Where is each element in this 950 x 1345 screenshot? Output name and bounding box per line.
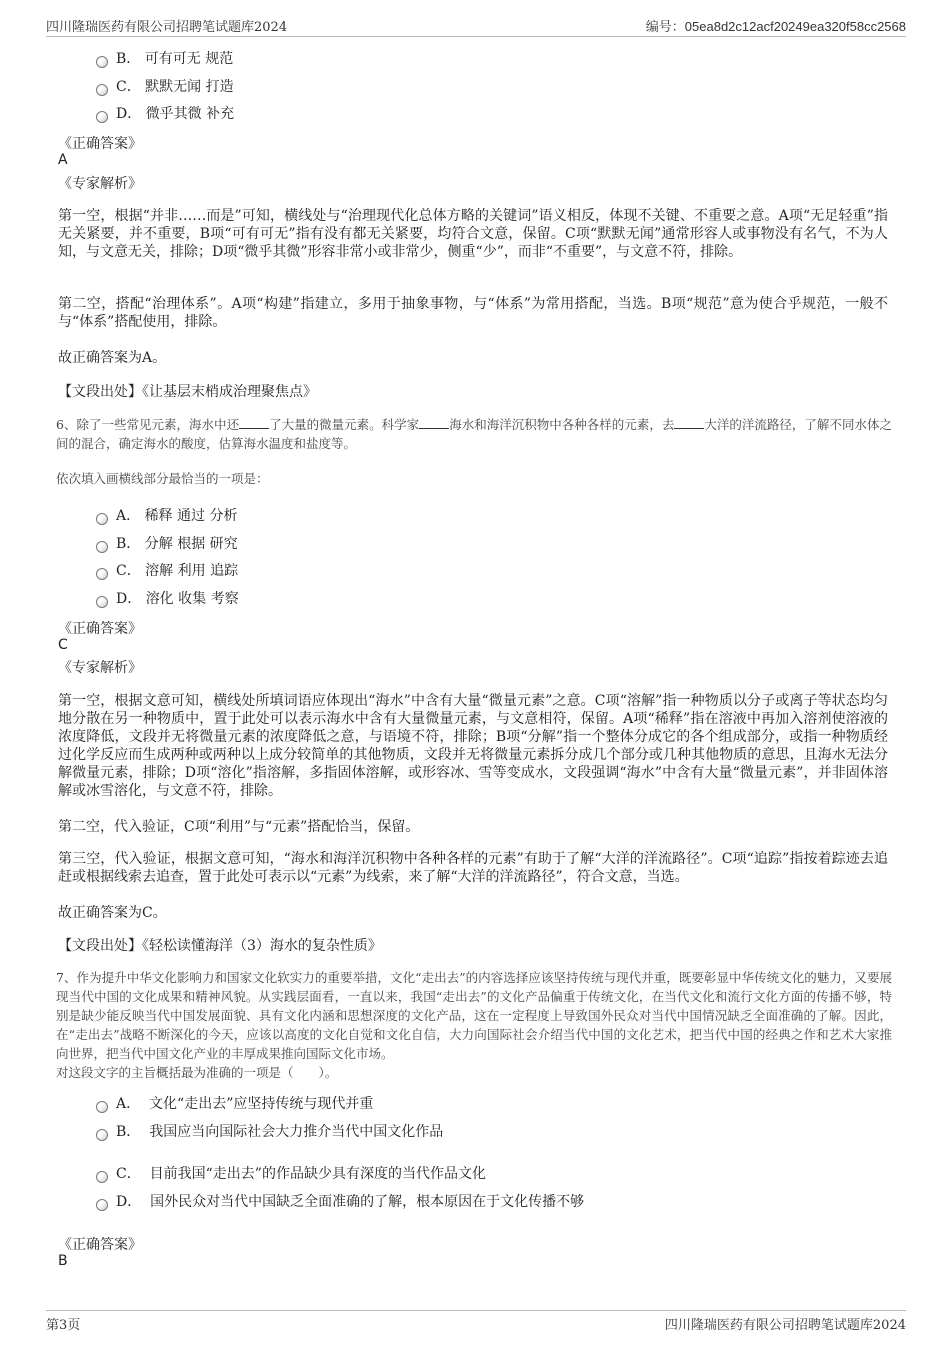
q7-answer-label: 《正确答案》	[58, 1237, 142, 1253]
header-rule	[46, 36, 906, 37]
q5-answer-label: 《正确答案》	[58, 136, 142, 152]
radio-icon[interactable]	[96, 1129, 108, 1141]
radio-icon[interactable]	[96, 84, 108, 96]
q6-analysis-para-3: 第三空，代入验证，根据文意可知，“海水和海洋沉积物中各种各样的元素”有助于了解“大洋的洋流路径”。C项“追踪”指按着踪迹去追赶或根据线索去追查，置于此处可表示以“元素”为线索，来了解“大洋的洋流路径”，符合文意，当选。	[58, 851, 888, 885]
doc-id-value: 05ea8d2c12acf20249ea320f58cc2568	[684, 19, 906, 34]
q5-analysis-label: 《专家解析》	[58, 176, 142, 192]
q6-conclusion: 故正确答案为C。	[58, 905, 167, 921]
radio-icon[interactable]	[96, 56, 108, 68]
radio-icon[interactable]	[96, 596, 108, 608]
footer-title: 四川隆瑞医药有限公司招聘笔试题库2024	[664, 1318, 906, 1333]
blank-1	[239, 416, 269, 429]
q7-option-d[interactable]: D． 国外民众对当代中国缺乏全面准确的了解，根本原因在于文化传播不够	[96, 1191, 584, 1211]
q6-answer-label: 《正确答案》	[58, 621, 142, 637]
footer-rule	[46, 1310, 906, 1311]
q5-answer: A	[58, 152, 68, 168]
q7-option-c[interactable]: C． 目前我国“走出去”的作品缺少具有深度的当代作品文化	[96, 1163, 486, 1183]
radio-icon[interactable]	[96, 111, 108, 123]
q6-option-c[interactable]: C． 溶解 利用 追踪	[96, 560, 238, 580]
q6-option-a[interactable]: A． 稀释 通过 分析	[96, 505, 237, 525]
q6-prompt: 依次填入画横线部分最恰当的一项是：	[56, 471, 269, 486]
radio-icon[interactable]	[96, 541, 108, 553]
q7-prompt: 对这段文字的主旨概括最为准确的一项是（ ）。	[56, 1065, 338, 1080]
q6-source: 【文段出处】《轻松读懂海洋（3）海水的复杂性质》	[58, 938, 382, 954]
q5-analysis-para-2: 第二空，搭配“治理体系”。A项“构建”指建立，多用于抽象事物，与“体系”为常用搭配，当选。B项“规范”意为使合乎规范，一般不与“体系”搭配使用，排除。	[58, 296, 888, 330]
q6-stem: 6、除了一些常见元素，海水中还 了大量的微量元素。科学家 海水和海洋沉积物中各种各样的元素，去 大洋的洋流路径，了解不同水体之间的混合，确定海水的酸度，估算海水温度和盐度等。	[56, 417, 892, 451]
q7-option-a[interactable]: A． 文化“走出去”应坚持传统与现代并重	[96, 1093, 373, 1113]
q5-conclusion: 故正确答案为A。	[58, 350, 167, 366]
q5-option-c[interactable]: C． 默默无闻 打造	[96, 76, 234, 96]
q6-analysis-label: 《专家解析》	[58, 660, 142, 676]
q6-answer: C	[58, 637, 68, 653]
q7-option-b[interactable]: B． 我国应当向国际社会大力推介当代中国文化作品	[96, 1121, 443, 1141]
blank-2	[419, 416, 449, 429]
q7-stem: 7、作为提升中华文化影响力和国家文化软实力的重要举措，文化“走出去”的内容选择应该坚持传统与现代并重，既要彰显中华传统文化的魅力，又要展现当代中国的文化成果和精神风貌。从实践层面看，一直以来，我国“走出去”的文化产品偏重于传统文化，在当代文化和流行文化方面的传播不够，特别是缺少能反映当代中国发展面貌、具有文化内涵和思想深度的文化产品，这在一定程度上导致国外民众对当代中国情况缺乏全面准确的了解。因此，在“走出去”战略不断深化的今天，应该以高度的文化自觉和文化自信，大力向国际社会介绍当代中国的文化艺术，把当代中国的经典之作和艺术大家推向世界，把当代中国文化产业的丰厚成果推向国际文化市场。	[56, 970, 892, 1061]
radio-icon[interactable]	[96, 568, 108, 580]
q7-answer: B	[58, 1253, 68, 1269]
q5-source: 【文段出处】《让基层末梢成治理聚焦点》	[58, 384, 317, 400]
doc-id	[646, 16, 906, 35]
page-number: 第3页	[46, 1318, 81, 1333]
radio-icon[interactable]	[96, 1171, 108, 1183]
q6-option-b[interactable]: B． 分解 根据 研究	[96, 533, 238, 553]
q6-option-d[interactable]: D． 溶化 收集 考察	[96, 588, 239, 608]
blank-3	[674, 416, 704, 429]
q6-analysis-para-2: 第二空，代入验证，C项“利用”与“元素”搭配恰当，保留。	[58, 819, 420, 835]
radio-icon[interactable]	[96, 1199, 108, 1211]
doc-id-label: 编号：	[645, 20, 685, 35]
radio-icon[interactable]	[96, 513, 108, 525]
header-title: 四川隆瑞医药有限公司招聘笔试题库2024	[46, 20, 288, 35]
q5-option-d[interactable]: D． 微乎其微 补充	[96, 103, 234, 123]
q6-analysis-para-1: 第一空，根据文意可知，横线处所填词语应体现出“海水”中含有大量“微量元素”之意。C项“溶解”指一种物质以分子或离子等状态均匀地分散在另一种物质中，置于此处可以表示海水中含有大量微量元素，与文意相符，保留。A项“稀释”指在溶液中再加入溶剂使溶液的浓度降低，文段并无将微量元素的浓度降低之意，与语境不符，排除；B项“分解”指一个整体分成它的各个组成部分，或指一种物质经过化学反应而生成两种或两种以上成分较简单的其他物质，文段并无将微量元素拆分成几个部分或几种其他物质的意思，且海水无法分解微量元素，排除；D项“溶化”指溶解，多指固体溶解，或形容冰、雪等变成水，文段强调“海水”中含有大量“微量元素”，并非固体溶解或冰雪溶化，与文意不符，排除。	[58, 693, 888, 799]
radio-icon[interactable]	[96, 1101, 108, 1113]
q5-analysis-para-1: 第一空，根据“并非……而是”可知，横线处与“治理现代化总体方略的关键词”语义相反，体现不关键、不重要之意。A项“无足轻重”指无关紧要，并不重要，B项“可有可无”指有没有都无关紧要，均符合文意，保留。C项“默默无闻”通常形容人或事物没有名气，不为人知，与文意无关，排除；D项“微乎其微”形容非常小或非常少，侧重“少”，而非“不重要”，与文意不符，排除。	[58, 208, 888, 260]
q5-option-b[interactable]: B． 可有可无 规范	[96, 48, 233, 68]
